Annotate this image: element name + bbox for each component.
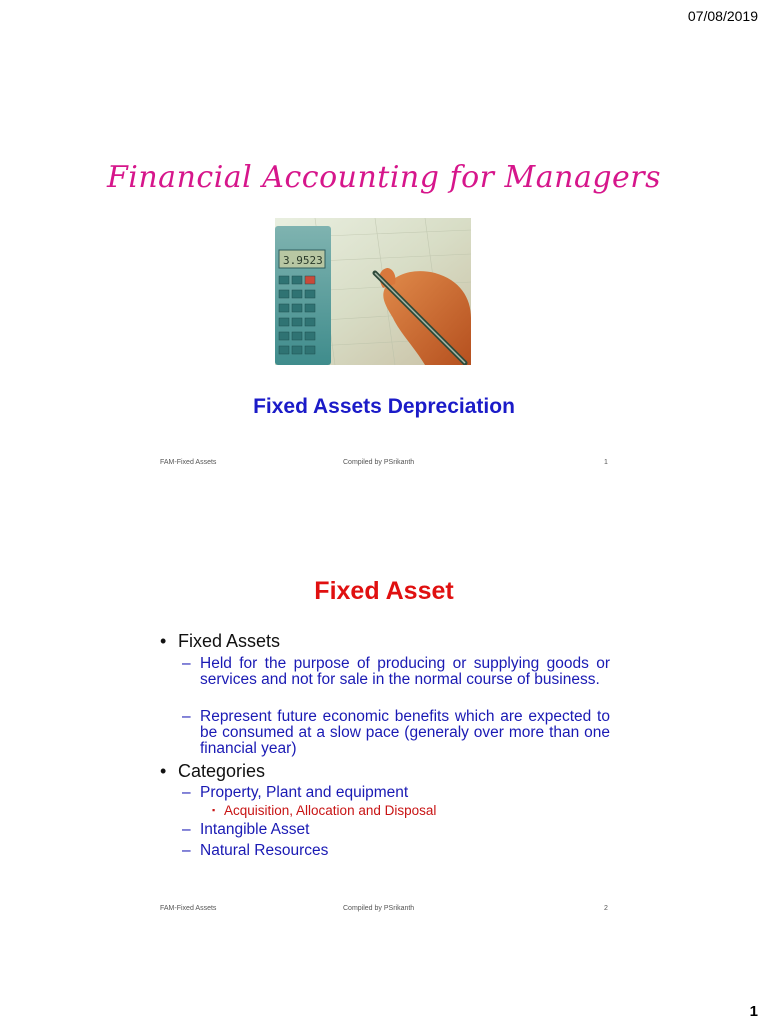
slide1-title: Financial Accounting for Managers: [106, 160, 662, 195]
page-number: 1: [749, 1003, 758, 1020]
calculator-hand-image: [275, 218, 471, 365]
bullet-label: Fixed Assets: [178, 631, 281, 651]
sub-item-held: [182, 656, 610, 688]
slide1-number: 1: [604, 459, 608, 466]
dash-marker: –: [182, 842, 191, 859]
sub-item-intangible: [182, 822, 610, 838]
slide2-number: 2: [604, 905, 608, 912]
bullet-categories: [160, 761, 265, 782]
sub-item-text: Natural Resources: [200, 842, 329, 859]
sub-item-text: Intangible Asset: [200, 821, 310, 838]
slide2-title: Fixed Asset: [314, 577, 454, 605]
sub-item-property: [182, 785, 610, 801]
slide2-footer-author: Compiled by PSrikanth: [343, 905, 415, 912]
sub-item-text: Represent future economic benefits which are expected to be consumed at a slow pace (generaly over more than one financial year): [200, 708, 610, 757]
bullet-dot: •: [160, 761, 167, 781]
sub-item-text: Held for the purpose of producing or supplying goods or services and not for sale in the normal course of business.: [200, 655, 610, 688]
dash-marker: –: [182, 708, 191, 725]
slide1-footer-left: FAM-Fixed Assets: [160, 459, 217, 466]
bullet-label: Categories: [178, 761, 266, 781]
slide2-footer-left: FAM-Fixed Assets: [160, 905, 217, 912]
bullet-dot: •: [160, 631, 167, 651]
sub-item-represent: [182, 709, 610, 757]
dash-marker: –: [182, 821, 191, 838]
page-date: 07/08/2019: [687, 8, 758, 24]
dash-marker: –: [182, 655, 191, 672]
square-bullet-icon: ▪: [212, 805, 216, 815]
bullet-fixed-assets: [160, 631, 280, 652]
subsub-item-text: Acquisition, Allocation and Disposal: [224, 803, 437, 818]
subsub-item-acquisition: [212, 803, 436, 818]
sub-item-text: Property, Plant and equipment: [200, 784, 409, 801]
calculator-display-text: 3.9523: [283, 254, 323, 267]
slide1-footer-author: Compiled by PSrikanth: [343, 459, 415, 466]
slide1-subtitle: Fixed Assets Depreciation: [253, 395, 515, 418]
sub-item-natural: [182, 843, 610, 859]
dash-marker: –: [182, 784, 191, 801]
